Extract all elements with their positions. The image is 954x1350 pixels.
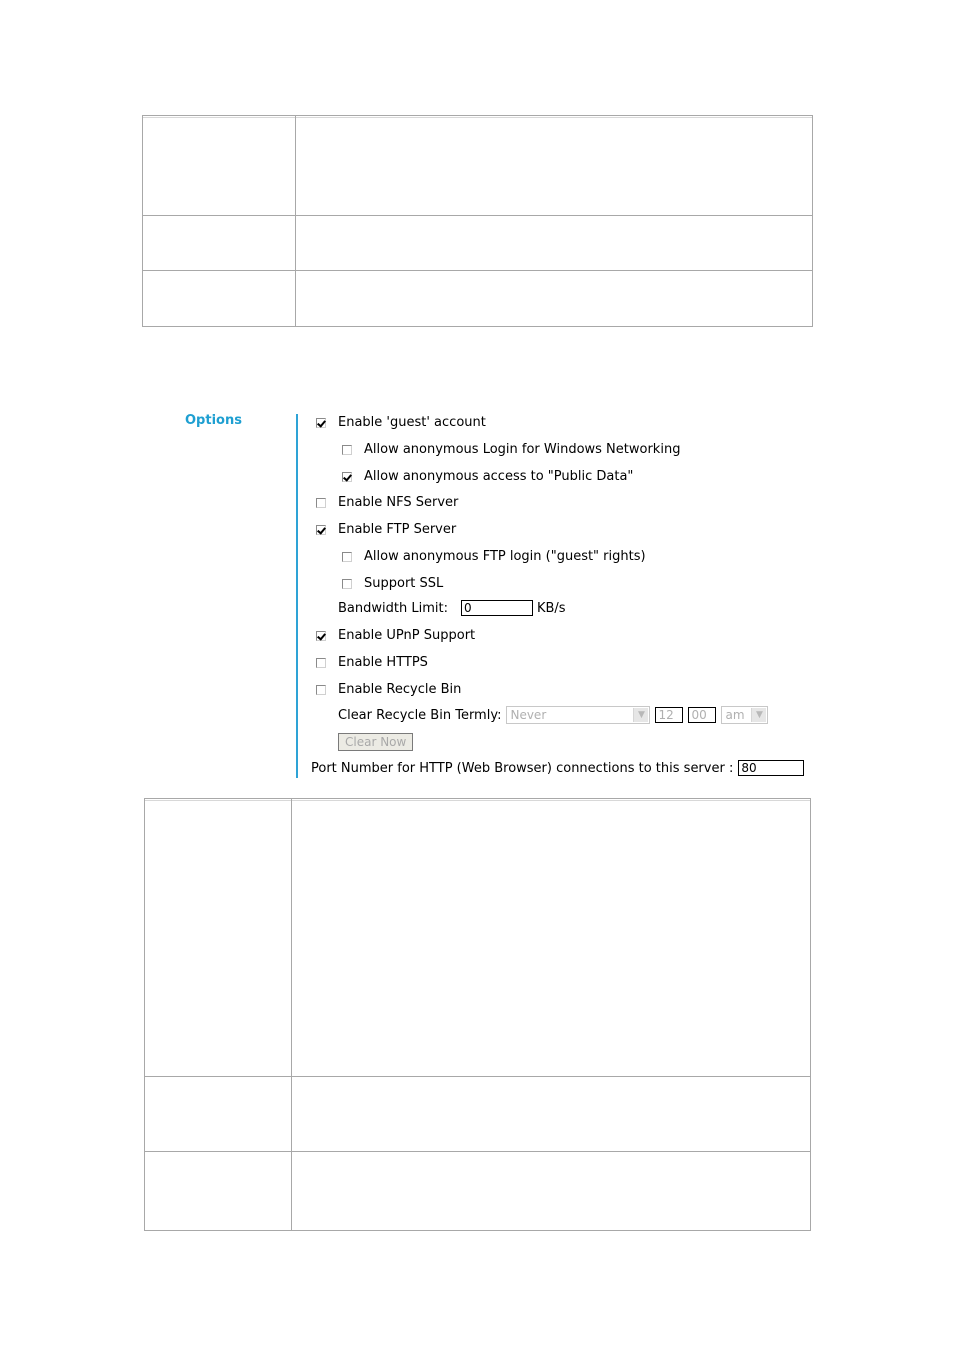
anon-windows-label: Allow anonymous Login for Windows Networking (364, 442, 681, 457)
option-ssl[interactable] (342, 576, 443, 591)
https-label: Enable HTTPS (338, 655, 428, 670)
recycle-label: Enable Recycle Bin (338, 682, 462, 697)
option-recycle[interactable] (316, 682, 461, 697)
guest-checkbox[interactable] (316, 418, 326, 428)
bandwidth-unit: KB/s (536, 600, 566, 616)
option-ftp[interactable] (316, 522, 456, 537)
clear-now-button[interactable]: Clear Now (338, 733, 413, 751)
recycle-clear-row (338, 706, 768, 724)
frame-inner-line (143, 117, 812, 118)
option-anon-public[interactable] (342, 469, 633, 484)
port-row (311, 760, 804, 776)
https-checkbox[interactable] (316, 658, 326, 668)
option-nfs[interactable] (316, 495, 458, 510)
recycle-hour-input[interactable]: 12 (655, 707, 683, 723)
upnp-checkbox[interactable] (316, 631, 326, 641)
frame-row-divider (143, 215, 812, 216)
recycle-frequency-value: Never (510, 708, 547, 722)
option-anon-ftp[interactable] (342, 549, 646, 564)
recycle-frequency-select[interactable] (506, 706, 650, 724)
anon-ftp-checkbox[interactable] (342, 552, 352, 562)
anon-public-label: Allow anonymous access to "Public Data" (364, 469, 634, 484)
option-guest[interactable] (316, 415, 486, 430)
recycle-minute-input[interactable]: 00 (688, 707, 716, 723)
recycle-ampm-select[interactable] (721, 706, 768, 724)
frame-row-divider (145, 1076, 810, 1077)
upnp-label: Enable UPnP Support (338, 628, 476, 643)
clear-now-row (338, 733, 413, 751)
option-https[interactable] (316, 655, 428, 670)
chevron-down-icon: ▼ (633, 708, 648, 722)
anon-ftp-label: Allow anonymous FTP login ("guest" rights) (364, 549, 646, 564)
port-label: Port Number for HTTP (Web Browser) connections to this server : (311, 760, 734, 776)
anon-windows-checkbox[interactable] (342, 445, 352, 455)
frame-column-divider (291, 799, 292, 1230)
bottom-frame-table (144, 798, 811, 1231)
options-section-label: Options (185, 413, 242, 428)
bandwidth-label: Bandwidth Limit: (338, 600, 448, 616)
frame-row-divider (145, 1151, 810, 1152)
option-anon-windows[interactable] (342, 442, 680, 457)
nfs-checkbox[interactable] (316, 498, 326, 508)
anon-public-checkbox[interactable] (342, 472, 352, 482)
ssl-label: Support SSL (364, 576, 444, 591)
ssl-checkbox[interactable] (342, 579, 352, 589)
ftp-checkbox[interactable] (316, 525, 326, 535)
chevron-down-icon: ▼ (751, 708, 766, 722)
bandwidth-input[interactable]: 0 (461, 600, 533, 616)
guest-label: Enable 'guest' account (338, 415, 486, 430)
frame-column-divider (295, 116, 296, 326)
options-divider (296, 414, 298, 778)
frame-row-divider (143, 270, 812, 271)
nfs-label: Enable NFS Server (338, 495, 459, 510)
bandwidth-row (338, 600, 566, 616)
recycle-clear-label: Clear Recycle Bin Termly: (338, 707, 502, 723)
top-frame-table (142, 115, 813, 327)
frame-inner-line (145, 800, 810, 801)
ftp-label: Enable FTP Server (338, 522, 457, 537)
port-input[interactable]: 80 (738, 760, 804, 776)
recycle-checkbox[interactable] (316, 685, 326, 695)
recycle-ampm-value: am (725, 708, 745, 722)
option-upnp[interactable] (316, 628, 475, 643)
